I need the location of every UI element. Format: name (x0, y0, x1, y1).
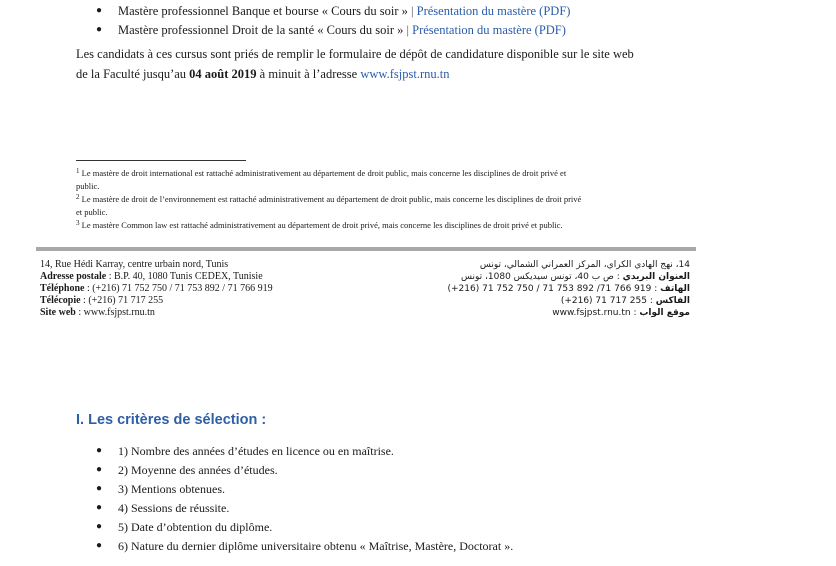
program-label: Mastère professionnel Banque et bourse « Cours du soir » (118, 4, 408, 18)
notice-text: à minuit à l’adresse (259, 67, 358, 81)
ar-postal-label: العنوان البريدي (622, 272, 690, 282)
deadline-date: 04 août 2019 (189, 67, 257, 81)
ar-phone-label: الهاتف (660, 284, 690, 294)
bullet-icon: ● (96, 5, 103, 16)
footnote-3 (76, 220, 563, 231)
footer-ar-web: موقع الواب : www.fsjpst.rnu.tn (552, 308, 690, 318)
footnote-2-cont: et public. (76, 207, 108, 217)
fax-value: : (+216) 71 717 255 (80, 295, 164, 306)
criteria-text: 5) Date d’obtention du diplôme. (118, 520, 273, 534)
footnote-divider (76, 160, 246, 161)
notice-text: de la Faculté jusqu’au (76, 67, 187, 81)
criteria-text: 1) Nombre des années d’études en licence ou en maîtrise. (118, 444, 394, 458)
ar-fax-label: الفاكس (655, 296, 690, 306)
bullet-icon: ● (96, 445, 103, 456)
footer-ar-postal (461, 271, 690, 283)
footer-divider (36, 247, 696, 251)
footnote-number: 1 (76, 167, 80, 175)
postal-value: : B.P. 40, 1080 Tunis CEDEX, Tunisie (106, 271, 263, 282)
separator: | (411, 4, 414, 18)
criteria-text: 6) Nature du dernier diplôme universitaire obtenu « Maîtrise, Mastère, Doctorat ». (118, 539, 514, 553)
ar-web-value[interactable]: www.fsjpst.rnu.tn (552, 308, 631, 318)
footnote-text: Le mastère de droit de l’environnement est rattaché administrativement au département de droit public, mais concerne les disciplines de droit privé (81, 194, 582, 204)
bullet-icon: ● (96, 502, 103, 513)
footnote-number: 3 (76, 219, 80, 227)
web-value[interactable]: : www.fsjpst.rnu.tn (75, 307, 155, 318)
notice-line-2 (76, 64, 449, 84)
phone-value: : (+216) 71 752 750 / 71 753 892 / 71 766 919 (84, 283, 273, 294)
notice-line-1: Les candidats à ces cursus sont priés de remplir le formulaire de dépôt de candidature disponible sur le site web (76, 47, 634, 61)
ar-postal-value: : ص ب 40، تونس سيديكس 1080، تونس (461, 272, 623, 282)
criteria-text: 2) Moyenne des années d’études. (118, 463, 278, 477)
criteria-heading: I. Les critères de sélection : (76, 412, 267, 428)
ar-fax-value: (+216) 71 717 255 (560, 296, 647, 306)
fax-label: Télécopie (40, 295, 81, 306)
program-pdf-link[interactable]: Présentation du mastère (PDF) (412, 23, 566, 37)
bullet-icon: ● (96, 464, 103, 475)
footer-ar-address: 14، نهج الهادي الكراي، المركز العمراني الشمالي، تونس (479, 260, 690, 270)
criteria-text: 4) Sessions de réussite. (118, 501, 230, 515)
web-label: Site web (40, 307, 76, 318)
footer-ar-phone: الهاتف : (+216) 71 752 750 / 71 753 892 /71 766 919 (447, 284, 690, 294)
bullet-icon: ● (96, 483, 103, 494)
separator: | (406, 23, 409, 37)
footer-phone (40, 283, 273, 295)
postal-label: Adresse postale (40, 271, 107, 282)
criteria-text: 3) Mentions obtenues. (118, 482, 225, 496)
website-link[interactable]: www.fsjpst.rnu.tn (360, 67, 450, 81)
footnote-2 (76, 194, 581, 205)
footer-web (40, 307, 155, 319)
footer-postal (40, 271, 263, 283)
phone-label: Téléphone (40, 283, 85, 294)
footnote-text: Le mastère Common law est rattaché administrativement au département de droit privé, mais concerne les disciplines de droit privé et public. (81, 220, 563, 230)
program-label: Mastère professionnel Droit de la santé « Cours du soir » (118, 23, 404, 37)
footer-fax (40, 295, 163, 307)
bullet-icon: ● (96, 540, 103, 551)
footnote-number: 2 (76, 193, 80, 201)
ar-phone-value: (+216) 71 752 750 / 71 753 892 /71 766 919 (447, 284, 652, 294)
bullet-icon: ● (96, 24, 103, 35)
bullet-icon: ● (96, 521, 103, 532)
ar-web-label: موقع الواب (639, 308, 690, 318)
footer-address: 14, Rue Hédi Karray, centre urbain nord, Tunis (40, 259, 229, 270)
footer-ar-fax: الفاكس : (+216) 71 717 255 (560, 296, 690, 306)
footnote-1-cont: public. (76, 181, 100, 191)
footnote-1 (76, 168, 566, 179)
program-pdf-link[interactable]: Présentation du mastère (PDF) (416, 4, 571, 18)
footnote-text: Le mastère de droit international est rattaché administrativement au département de droit public, mais concerne les disciplines de droit privé et (81, 168, 567, 178)
